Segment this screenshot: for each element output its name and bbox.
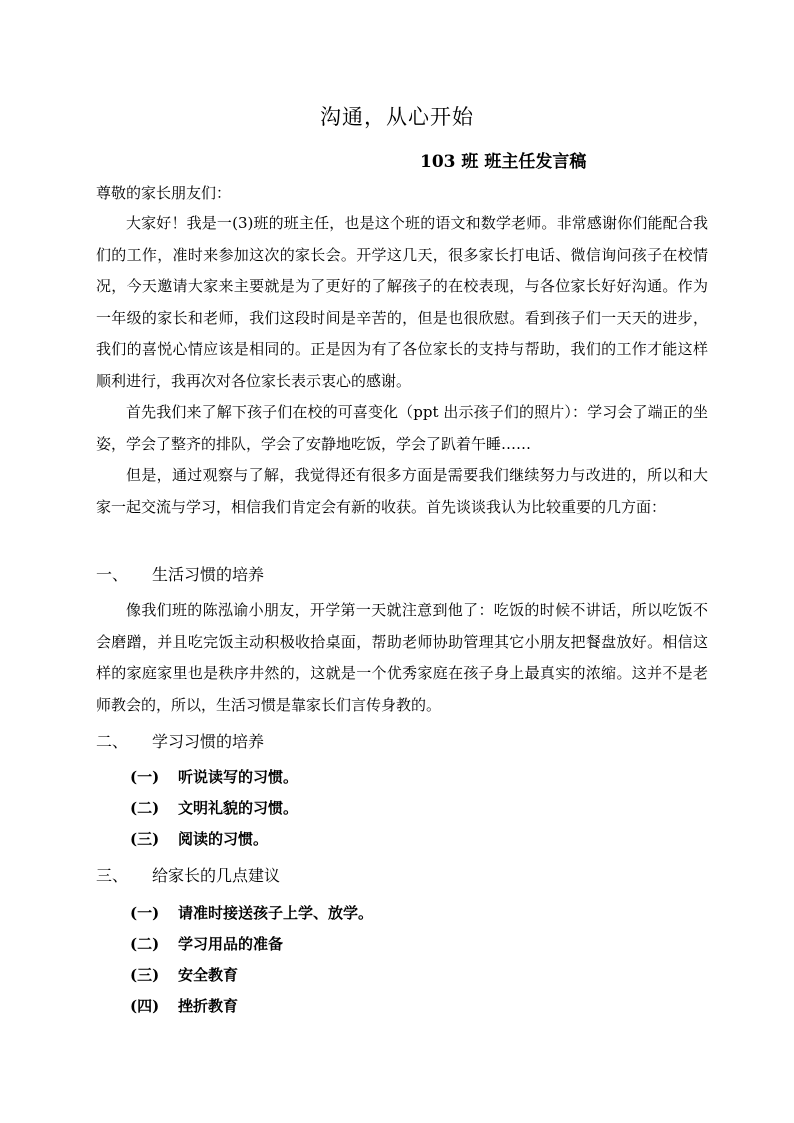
document-title: 沟通，从心开始 xyxy=(320,105,474,129)
list-item-text: 请准时接送孩子上学、放学。 xyxy=(178,904,374,922)
list-item xyxy=(130,797,298,818)
list-item xyxy=(130,828,268,849)
greeting: 尊敬的家长朋友们： xyxy=(96,184,232,202)
paragraph-life-habits: 像我们班的陈泓谕小朋友，开学第一天就注意到他了：吃饭的时候不讲话，所以吃饭不会磨蹭，并且吃完饭主动积极收拾桌面，帮助老师协助管理其它小朋友把餐盘放好。相信这样的家庭家里也是秩序井然的，这就是一个优秀家庭在孩子身上最真实的浓缩。这并不是老师教会的，所以，生活习惯是靠家长们言传身教的。 xyxy=(96,601,708,714)
section-title: 给家长的几点建议 xyxy=(152,866,281,885)
list-item-number: (一) xyxy=(130,768,160,786)
list-item-number: (一) xyxy=(130,904,160,922)
section-number: 三、 xyxy=(96,866,129,885)
list-item-text: 挫折教育 xyxy=(178,997,239,1015)
section-title: 学习习惯的培养 xyxy=(152,732,265,751)
section-heading xyxy=(96,863,280,886)
list-item-text: 安全教育 xyxy=(178,966,239,984)
paragraph-improvement: 但是，通过观察与了解，我觉得还有很多方面是需要我们继续努力与改进的，所以和大家一起交流与学习，相信我们肯定会有新的收获。首先谈谈我认为比较重要的几方面： xyxy=(96,466,708,516)
list-item xyxy=(130,933,283,954)
list-item-text: 阅读的习惯。 xyxy=(178,830,269,848)
list-item xyxy=(130,766,298,787)
list-item-number: (二) xyxy=(130,799,160,817)
list-item xyxy=(130,902,373,923)
section-heading xyxy=(96,729,264,752)
list-item-number: (三) xyxy=(130,966,160,984)
list-item-number: (三) xyxy=(130,830,160,848)
section-number: 一、 xyxy=(96,565,129,584)
list-item xyxy=(130,995,238,1016)
list-item-number: (四) xyxy=(130,997,160,1015)
list-item-text: 学习用品的准备 xyxy=(178,935,284,953)
document-subtitle: 103 班 班主任发言稿 xyxy=(420,152,587,172)
list-item-text: 文明礼貌的习惯。 xyxy=(178,799,299,817)
list-item-text: 听说读写的习惯。 xyxy=(178,768,299,786)
paragraph-intro: 大家好！我是一(3)班的班主任，也是这个班的语文和数学老师。非常感谢你们能配合我们的工作，准时来参加这次的家长会。开学这几天，很多家长打电话、微信询问孩子在校情况，今天邀请大家来主要就是为了更好的了解孩子的在校表现，与各位家长好好沟通。作为一年级的家长和老师，我们这段时间是辛苦的，但是也很欣慰。看到孩子们一天天的进步，我们的喜悦心情应该是相同的。正是因为有了各位家长的支持与帮助，我们的工作才能这样顺利进行，我再次对各位家长表示衷心的感谢。 xyxy=(96,214,708,390)
paragraph-changes: 首先我们来了解下孩子们在校的可喜变化（ppt 出示孩子们的照片）：学习会了端正的坐姿，学会了整齐的排队，学会了安静地吃饭，学会了趴着午睡…… xyxy=(96,403,708,453)
section-title: 生活习惯的培养 xyxy=(152,565,265,584)
list-item xyxy=(130,964,238,985)
section-number: 二、 xyxy=(96,732,129,751)
section-heading xyxy=(96,562,264,585)
list-item-number: (二) xyxy=(130,935,160,953)
